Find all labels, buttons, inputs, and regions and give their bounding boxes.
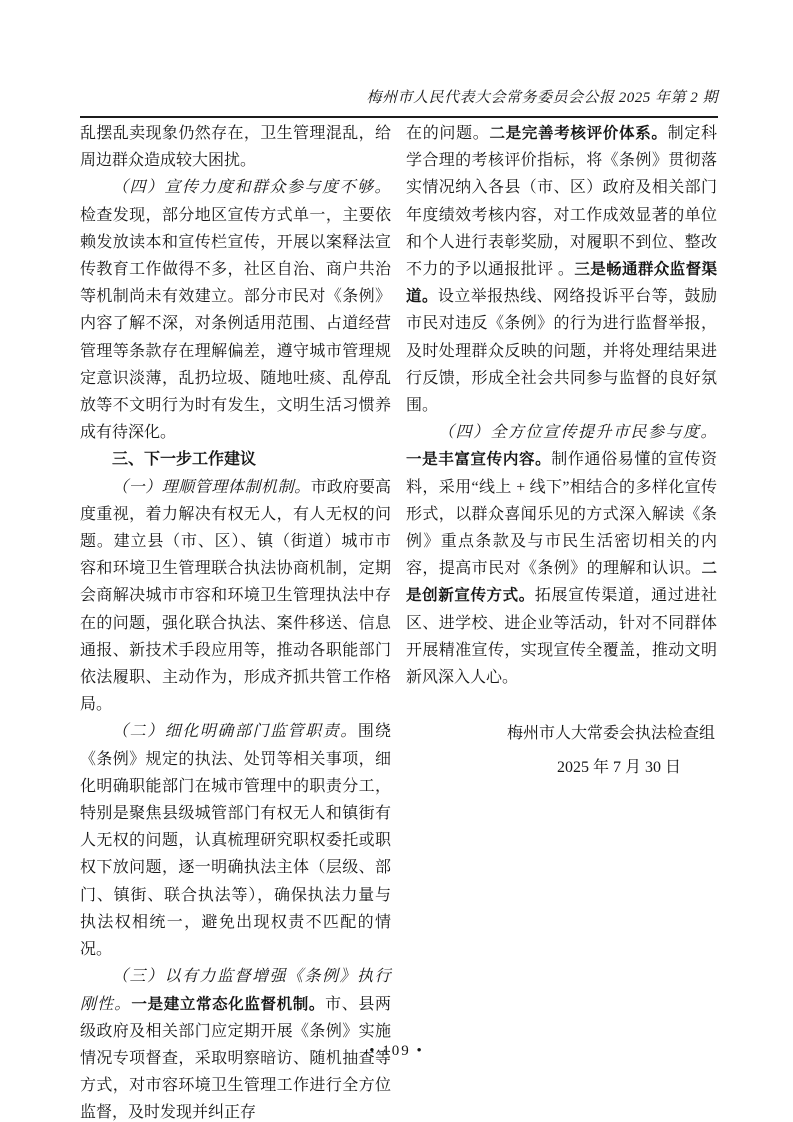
- paragraph-suggestion-2: [80, 718, 391, 963]
- two-column-body: [80, 120, 718, 1122]
- paragraph-item-4: [80, 174, 391, 446]
- bold-subpoint: 二是完善考核评价体系。: [489, 125, 668, 142]
- paragraph-text: 围绕《条例》规定的执法、处罚等相关事项，细化明确职能部门在城市管理中的职责分工，特别是聚焦县级城管部门有权无人和镇街有人无权的问题，认真梳理研究职权委托或职权下放问题，逐一明确执法主体（层级、部门、镇街、联合执法等），确保执法力量与执法权相统一，避免出现权责不匹配的情况。: [80, 723, 391, 959]
- section-heading: 三、下一步工作建议: [112, 451, 257, 469]
- paragraph-text: 检查发现，部分地区宣传方式单一，主要依赖发放读本和宣传栏宣传，开展以案释法宣传教育工作做得不多，社区自治、商户共治等机制尚未有效建立。部分市民对《条例》内容了解不深，对条例适用范围、占道经营管理等条款存在理解偏差，遵守城市管理规定意识淡薄，乱扔垃圾、随地吐痰、乱停乱放等不文明行为时有发生，文明生活习惯养成有待深化。: [80, 206, 391, 442]
- paragraph-text: 制定科学合理的考核评价指标，将《条例》贯彻落实情况纳入各县（市、区）政府及相关部门年度绩效考核内容，对工作成效显著的单位和个人进行表彰奖励，对履职不到位、整改不力的予以通报批评 。: [406, 125, 717, 279]
- paragraph-suggestion-3-continuation: [406, 120, 717, 419]
- item-lead-kaiti: （二）细化明确部门监管职责。: [112, 723, 358, 741]
- paragraph-text: 在的问题。: [406, 125, 490, 142]
- signature-date: 2025 年 7 月 30 日: [556, 759, 681, 777]
- signature-block: [406, 717, 717, 785]
- paragraph-text: 乱摆乱卖现象仍然存在，卫生管理混乱，给周边群众造成较大困扰。: [80, 125, 391, 170]
- paragraph-suggestion-1: [80, 474, 391, 719]
- item-lead-kaiti: （一）理顺管理体制机制。: [112, 478, 311, 496]
- running-header: [80, 86, 718, 118]
- paragraph-text: 制作通俗易懂的宣传资料，采用“线上 + 线下”相结合的多样化宣传形式，以群众喜闻乐见的方式深入解读《条例》重点条款及与市民生活密切相关的内容，提高市民对《条例》的理解和认识。: [406, 451, 717, 578]
- item-lead-kaiti: （四）宣传力度和群众参与度不够。: [112, 179, 391, 197]
- paragraph-text: 拓展宣传渠道，通过进社区、进学校、进企业等活动，针对不同群体开展精准宣传，实现宣传全覆盖，推动文明新风深入人心。: [406, 587, 717, 687]
- page-number: • 109 •: [369, 1043, 424, 1059]
- signature-organization: 梅州市人大常委会执法检查组: [506, 725, 715, 743]
- paragraph-continuation: [80, 120, 391, 174]
- bold-subpoint: 二是创新宣传方式。: [406, 560, 717, 605]
- journal-title: 梅州市人民代表大会常务委员会公报 2025 年第 2 期: [366, 90, 718, 106]
- paragraph-text: 设立举报热线、网络投诉平台等，鼓励市民对违反《条例》的行为进行监督举报，及时处理群众反映的问题，并将处理结果进行反馈，形成全社会共同参与监督的良好氛围。: [406, 288, 717, 415]
- item-lead-kaiti: （三）以有力监督增强《条例》执行刚性。: [80, 968, 391, 1013]
- paragraph-text: 市政府要高度重视，着力解决有权无人，有人无权的问题。建立县（市、区）、镇（街道）城市市容和环境卫生管理联合执法协商机制，定期会商解决城市市容和环境卫生管理执法中存在的问题，强化联合执法、案件移送、信息通报、新技术手段应用等，推动各职能部门依法履职、主动作为，形成齐抓共管工作格局。: [80, 478, 391, 714]
- right-column: [406, 120, 717, 1122]
- bold-subpoint: 三是畅通群众监督渠道。: [406, 261, 717, 306]
- paragraph-suggestion-4: [406, 419, 717, 691]
- paragraph-text: 市、县两级政府及相关部门应定期开展《条例》实施情况专项督查，采取明察暗访、随机抽查等方式，对市容环境卫生管理工作进行全方位监督，及时发现并纠正存: [80, 995, 391, 1122]
- bold-subpoint: 一是丰富宣传内容。: [406, 451, 552, 469]
- bold-subpoint: 一是建立常态化监督机制。: [131, 995, 326, 1013]
- left-column: [80, 120, 391, 1122]
- item-lead-kaiti: （四）全方位宣传提升市民参与度。: [438, 424, 717, 442]
